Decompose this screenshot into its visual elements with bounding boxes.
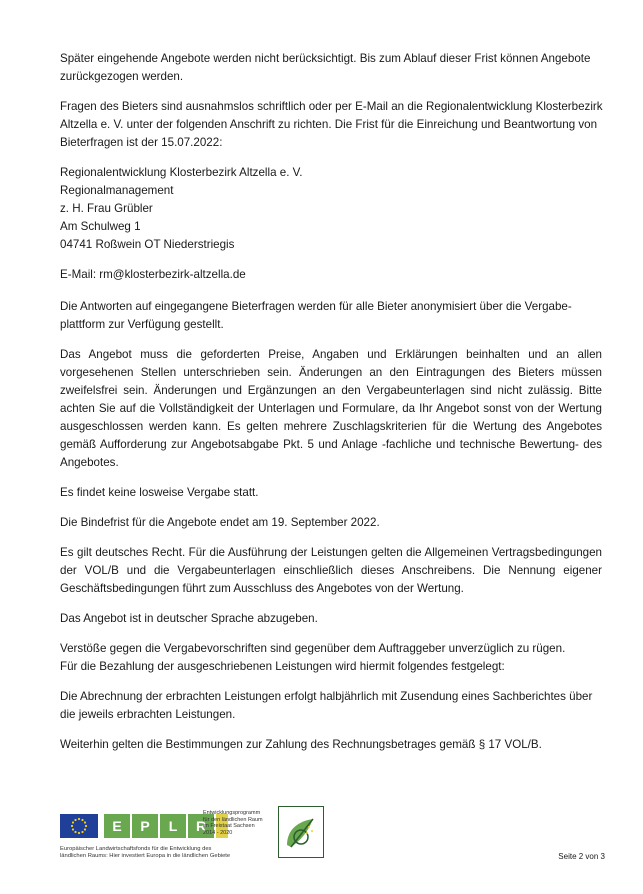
address-line: 04741 Roßwein OT Niederstriegis bbox=[60, 238, 235, 251]
eplr-text-line: im Freistaat Sachsen bbox=[203, 823, 255, 829]
text-line: zurückgezogen werden. bbox=[60, 70, 184, 83]
leader-logo-icon bbox=[278, 806, 324, 858]
text-line: Altzella e. V. unter der folgenden Anschrift zu richten. Die Frist für die Einreichung und Beantwortung von bbox=[60, 118, 598, 131]
paragraph-no-lots: Es findet keine losweise Vergabe statt. bbox=[60, 486, 259, 499]
paragraph-payment-terms: Weiterhin gelten die Bestimmungen zur Zahlung des Rechnungsbetrages gemäß § 17 VOL/B. bbox=[60, 738, 542, 751]
paragraph-offer-requirements: Das Angebot muss die geforderten Preise, Angaben und Erklärungen beinhalten und an allen vorgesehenen Stellen unterschrieben sein. Änderungen an den Eintragungen des Bieters müssen zweifelsfrei sein. Änderungen und Ergänzungen an den Vergabeunterlagen sind nicht zulässig. Bitte achten Sie auf die Vollständigkeit der Unterlagen und Formulare, da Ihr Angebot sonst von der Wertung ausgeschlossen werden kann. Es gelten mehrere Zuschlagskriterien für die Wertung des Angebotes gemäß Aufforderung zur Angebotsabgabe Pkt. 5 und Anlage -fachliche und technische Bewertung- des Angebotes. bbox=[60, 348, 602, 469]
email-line: E-Mail: rm@klosterbezirk-altzella.de bbox=[60, 268, 246, 281]
eu-fund-caption bbox=[60, 846, 280, 860]
paragraph-bidder-questions bbox=[60, 98, 602, 152]
eplr-letter: P bbox=[132, 814, 158, 838]
address-line: z. H. Frau Grübler bbox=[60, 202, 153, 215]
eu-flag-icon bbox=[60, 814, 98, 838]
eplr-text-line: Entwicklungsprogramm bbox=[203, 810, 261, 816]
address-line: Am Schulweg 1 bbox=[60, 220, 141, 233]
paragraph-german-law: Es gilt deutsches Recht. Für die Ausführung der Leistungen gelten die Allgemeinen Vertragsbedingungen der VOL/B und die Vergabeunterlagen einschließlich dieses Anschreibens. Die Nennung eigener Geschäftsbedingungen führt zum Ausschluss des Angebotes von der Wertung. bbox=[60, 546, 602, 595]
paragraph-late-offers bbox=[60, 50, 602, 86]
eplr-text-line: für den ländlichen Raum bbox=[203, 816, 263, 823]
address-block bbox=[60, 164, 602, 254]
text-line: plattform zur Verfügung gestellt. bbox=[60, 318, 224, 331]
paragraph-billing: Die Abrechnung der erbrachten Leistungen erfolgt halbjährlich mit Zusendung eines Sachberichtes über die jeweils erbrachten Leistungen. bbox=[60, 690, 593, 721]
page-number: Seite 2 von 3 bbox=[558, 852, 605, 861]
eplr-letter: L bbox=[160, 814, 186, 838]
address-line: Regionalentwicklung Klosterbezirk Altzella e. V. bbox=[60, 166, 303, 179]
text-line: Für die Bezahlung der ausgeschriebenen Leistungen wird hiermit folgendes festgelegt: bbox=[60, 660, 505, 673]
eplr-letter: R bbox=[188, 814, 214, 838]
paragraph-answers bbox=[60, 298, 602, 334]
caption-line: ländlichen Raums: Hier investiert Europa in die ländlichen Gebiete bbox=[60, 853, 231, 859]
text-line: Fragen des Bieters sind ausnahmslos schriftlich oder per E-Mail an die Regionalentwicklung Klosterbezirk bbox=[60, 100, 603, 113]
eplr-program-text bbox=[203, 810, 283, 836]
caption-line: Europäischer Landwirtschaftsfonds für die Entwicklung des bbox=[60, 846, 212, 852]
text-line: Später eingehende Angebote werden nicht berücksichtigt. Bis zum Ablauf dieser Frist können Angebote bbox=[60, 52, 591, 65]
text-line: Die Antworten auf eingegangene Bieterfragen werden für alle Bieter anonymisiert über die Vergabe- bbox=[60, 300, 572, 313]
eplr-text-line: 2014 - 2020 bbox=[203, 829, 233, 836]
document-body bbox=[60, 50, 602, 766]
eplr-letter: E bbox=[104, 814, 130, 838]
text-line: Verstöße gegen die Vergabevorschriften sind gegenüber dem Auftraggeber unverzüglich zu rügen. bbox=[60, 642, 566, 655]
paragraph-binding-period: Die Bindefrist für die Angebote endet am 19. September 2022. bbox=[60, 516, 380, 529]
text-line: Bieterfragen ist der 15.07.2022: bbox=[60, 136, 223, 149]
footer bbox=[60, 806, 605, 866]
paragraph-language: Das Angebot ist in deutscher Sprache abzugeben. bbox=[60, 612, 318, 625]
address-line: Regionalmanagement bbox=[60, 184, 174, 197]
paragraph-violations bbox=[60, 640, 602, 676]
